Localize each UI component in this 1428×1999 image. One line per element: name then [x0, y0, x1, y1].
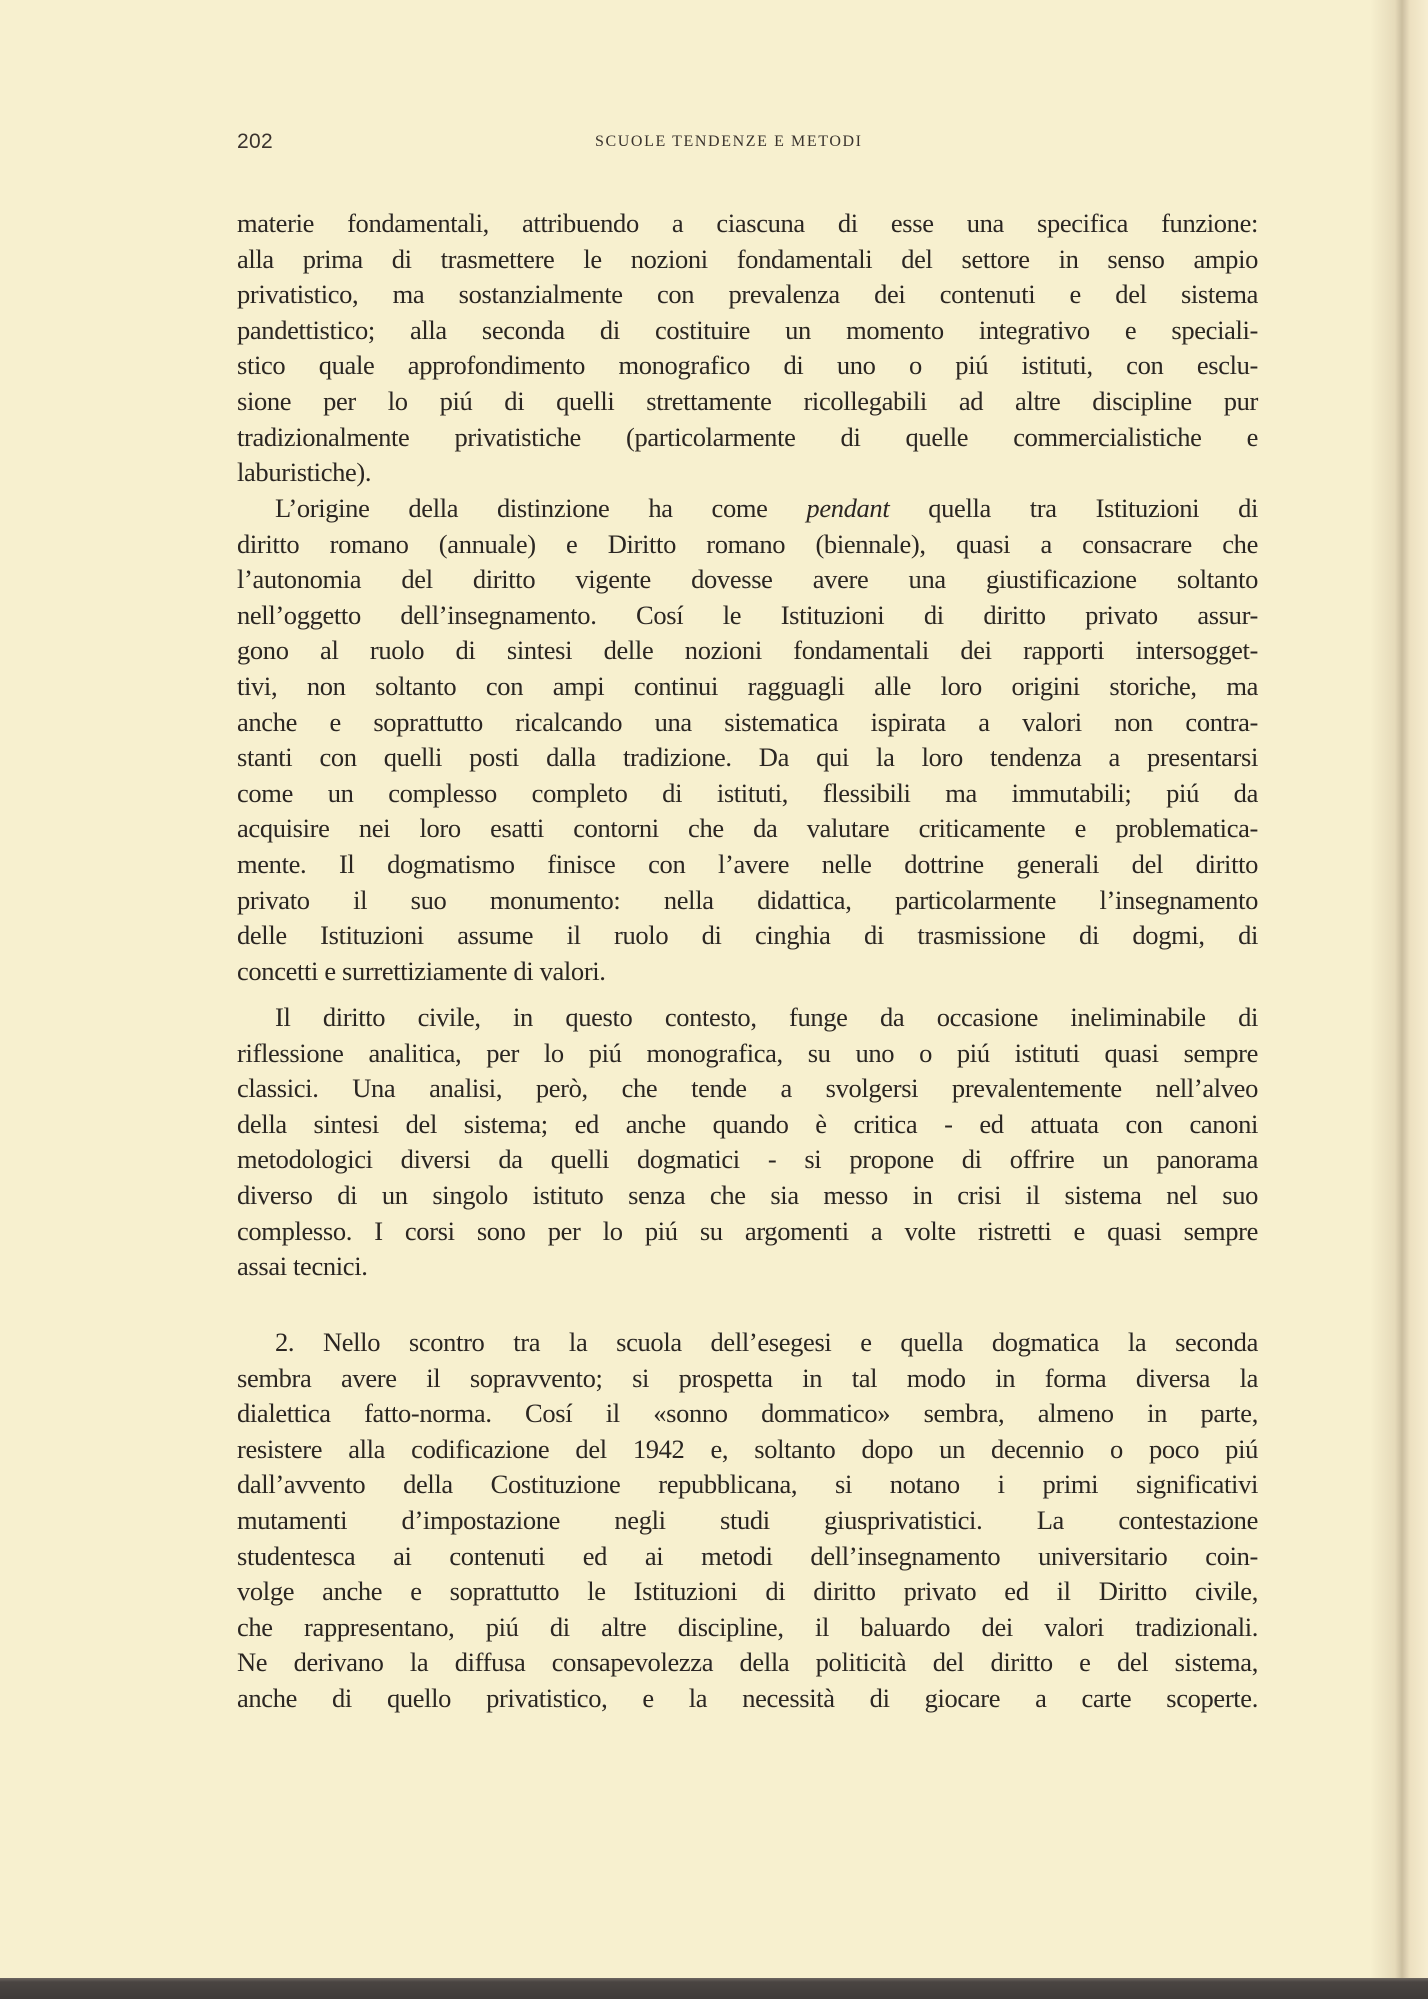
text-line: volge anche e soprattutto le Istituzioni di diritto privato ed il Diritto civile, — [237, 1576, 1258, 1607]
paragraph-origine — [237, 491, 1258, 989]
text-line: della sintesi del sistema; ed anche quando è critica - ed attuata con canoni — [237, 1108, 1258, 1139]
text-line: laburistiche). — [237, 457, 372, 488]
text-line: anche e soprattutto ricalcando una sistematica ispirata a valori non contra- — [237, 706, 1258, 737]
text-line: tivi, non soltanto con ampi continui ragguagli alle loro origini storiche, ma — [237, 670, 1258, 701]
text-line: privatistico, ma sostanzialmente con prevalenza dei contenuti e del sistema — [237, 279, 1258, 310]
text-line: stico quale approfondimento monografico di uno o piú istituti, con esclu- — [237, 350, 1258, 381]
text-line: classici. Una analisi, però, che tende a svolgersi prevalentemente nell’alveo — [237, 1073, 1258, 1104]
text-line: tradizionalmente privatistiche (particolarmente di quelle commercialistiche e — [237, 421, 1258, 452]
paragraph-continuation — [237, 206, 1258, 491]
text-line: che rappresentano, piú di altre discipline, il baluardo dei valori tradizionali. — [237, 1611, 1258, 1642]
text-line: dall’avvento della Costituzione repubblicana, si notano i primi significativi — [237, 1469, 1258, 1500]
text-line: sione per lo piú di quelli strettamente ricollegabili ad altre discipline pur — [237, 385, 1258, 416]
text-line: 2. Nello scontro tra la scuola dell’esegesi e quella dogmatica la seconda — [275, 1327, 1258, 1357]
text-fragment: quella tra Istituzioni di — [928, 493, 1258, 523]
text-line: complesso. I corsi sono per lo piú su argomenti a volte ristretti e quasi sempre — [237, 1215, 1258, 1246]
text-line: alla prima di trasmettere le nozioni fondamentali del settore in senso ampio — [237, 243, 1258, 274]
text-line: l’autonomia del diritto vigente dovesse avere una giustificazione soltanto — [237, 564, 1258, 595]
running-head — [237, 130, 1258, 160]
text-line: resistere alla codificazione del 1942 e, soltanto dopo un decennio o poco piú — [237, 1433, 1258, 1464]
paragraph-section-2 — [237, 1325, 1258, 1717]
text-line: stanti con quelli posti dalla tradizione. Da qui la loro tendenza a presentarsi — [237, 742, 1258, 773]
text-line: delle Istituzioni assume il ruolo di cinghia di trasmissione di dogmi, di — [237, 920, 1258, 951]
text-line: materie fondamentali, attribuendo a ciascuna di esse una specifica funzione: — [237, 208, 1258, 238]
italic-term: pendant — [806, 493, 890, 523]
text-line: privato il suo monumento: nella didattica, particolarmente l’insegnamento — [237, 884, 1258, 915]
text-line: nell’oggetto dell’insegnamento. Cosí le Istituzioni di diritto privato assur- — [237, 599, 1258, 630]
text-line: mente. Il dogmatismo finisce con l’avere nelle dottrine generali del diritto — [237, 848, 1258, 879]
running-title: SCUOLE TENDENZE E METODI — [595, 133, 863, 150]
text-line: dialettica fatto-norma. Cosí il «sonno dommatico» sembra, almeno in parte, — [237, 1398, 1258, 1429]
text-line-first — [237, 491, 1258, 527]
text-line: diverso di un singolo istituto senza che sia messo in crisi il sistema nel suo — [237, 1179, 1258, 1210]
text-line: riflessione analitica, per lo piú monografica, su uno o piú istituti quasi sempre — [237, 1037, 1258, 1068]
text-line: assai tecnici. — [237, 1251, 368, 1282]
text-line: acquisire nei loro esatti contorni che da valutare criticamente e problematica- — [237, 813, 1258, 844]
text-line: Il diritto civile, in questo contesto, funge da occasione ineliminabile di — [275, 1002, 1258, 1032]
text-fragment: L’origine della distinzione ha come — [275, 493, 768, 523]
text-line: diritto romano (annuale) e Diritto romano (biennale), quasi a consacrare che — [237, 528, 1258, 559]
page-number: 202 — [237, 130, 273, 153]
text-line: studentesca ai contenuti ed ai metodi dell’insegnamento universitario coin- — [237, 1540, 1258, 1571]
text-line: come un complesso completo di istituti, flessibili ma immutabili; piú da — [237, 777, 1258, 808]
text-line: metodologici diversi da quelli dogmatici - si propone di offrire un panorama — [237, 1144, 1258, 1175]
text-line: Ne derivano la diffusa consapevolezza della politicità del diritto e del sistema, — [237, 1647, 1258, 1678]
text-line: anche di quello privatistico, e la necessità di giocare a carte scoperte. — [237, 1682, 1258, 1713]
text-line: mutamenti d’impostazione negli studi giusprivatistici. La contestazione — [237, 1504, 1258, 1535]
scan-bottom-edge — [0, 1978, 1428, 1999]
text-line: concetti e surrettiziamente di valori. — [237, 955, 606, 986]
text-line: pandettistico; alla seconda di costituire un momento integrativo e speciali- — [237, 314, 1258, 345]
text-line: sembra avere il sopravvento; si prospetta in tal modo in forma diversa la — [237, 1362, 1258, 1393]
paragraph-diritto-civile — [237, 1000, 1258, 1285]
text-line: gono al ruolo di sintesi delle nozioni fondamentali dei rapporti intersogget- — [237, 635, 1258, 666]
